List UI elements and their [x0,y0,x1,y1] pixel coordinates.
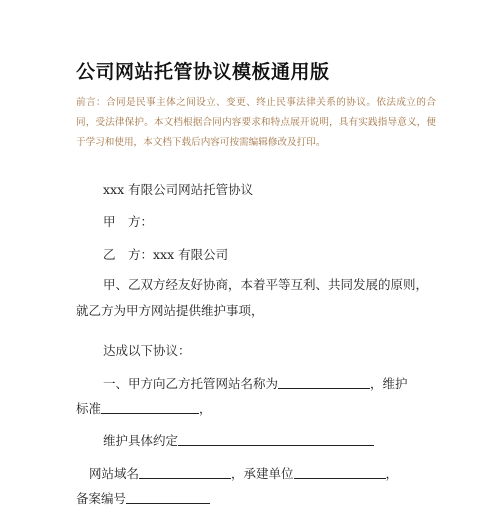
standard-label: 标准 [76,401,102,416]
domain-blank [139,464,231,479]
party-a-line: 甲 方： [103,214,154,229]
clause-1-suffix: ，维护 [370,376,408,391]
clause-1-text: 一、甲方向乙方托管网站名称为 [103,376,279,391]
party-b-line: 乙 方：xxx 有限公司 [103,247,229,262]
record-line [76,489,210,507]
domain-line [89,464,398,482]
maintenance-blank [178,431,374,446]
clause-1-line [103,374,408,392]
domain-label: 网站域名 [89,466,140,481]
preface-text: 前言：合同是民事主体之间设立、变更、终止民事法律关系的协议。依法成立的合同，受法律保护。本文档根据合同内容要求和特点展开说明，具有实践指导意义，便于学习和使用，本文档下载后内容可按需编辑修改及打印。 [76,97,436,148]
maintenance-line [103,431,374,449]
site-name-blank [278,374,370,389]
record-blank [126,489,210,504]
record-label: 备案编号 [76,491,127,506]
agreement-heading: xxx 有限公司网站托管协议 [103,182,254,197]
builder-comma: ， [385,466,399,481]
builder-blank [294,464,386,479]
maintenance-label: 维护具体约定 [103,433,179,448]
document-title: 公司网站托管协议模板通用版 [76,61,330,83]
builder-label: ，承建单位 [231,466,294,481]
standard-blank [101,399,199,414]
intro-paragraph: 甲、乙双方经友好协商，本着平等互利、共同发展的原则，就乙方为甲方网站提供维护事项， [76,277,429,318]
clause-1-continuation [76,399,212,417]
agreement-line: 达成以下协议： [103,343,191,358]
standard-comma: ， [199,401,212,416]
